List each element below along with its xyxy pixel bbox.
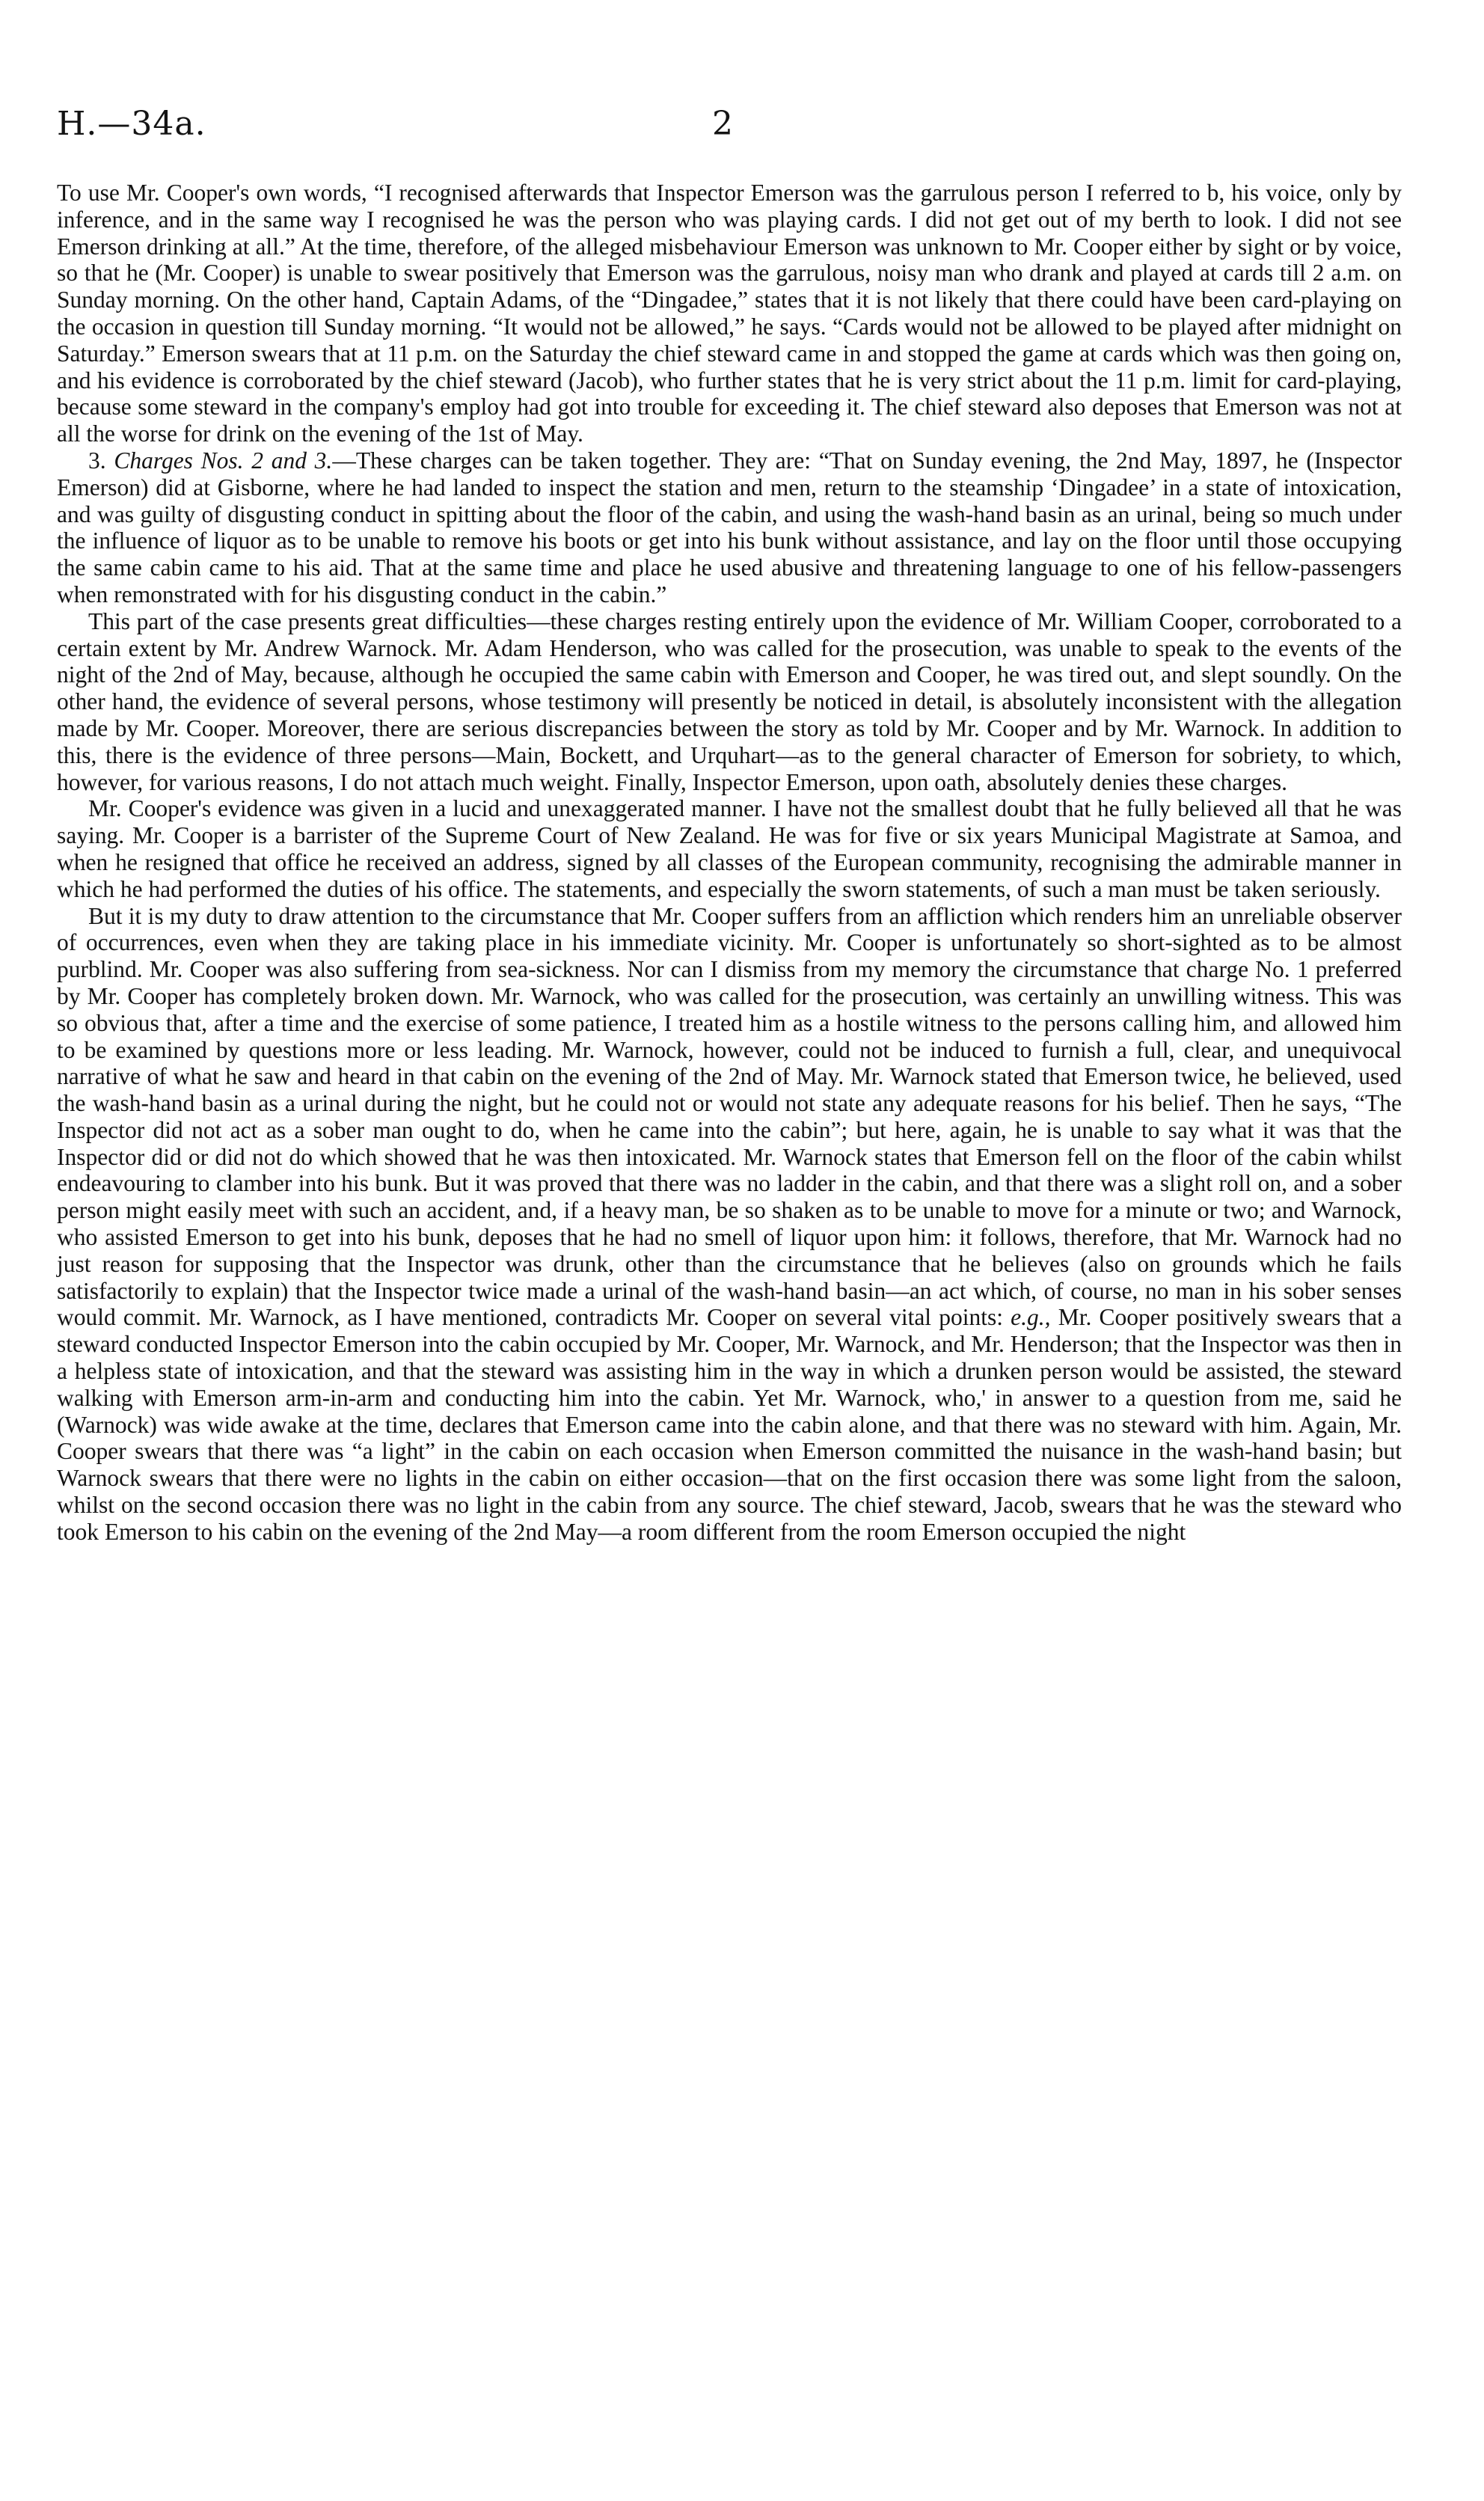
paragraph-5-italic: e.g.,: [1011, 1304, 1051, 1331]
paragraph-1: [57, 180, 1402, 447]
paragraph-4-text: Mr. Cooper's evidence was given in a lucid and unexaggerated manner. I have not the smallest doubt that he fully believed all that he was saying. Mr. Cooper is a barrister of the Supreme Court of New Zealand. He was for five or six years Municipal Magistrate at Samoa, and when he resigned that office he received an address, signed by all classes of the European community, recognising the admirable manner in which he had performed the duties of his office. The statements, and especially the sworn statements, of such a man must be taken seriously.: [57, 795, 1402, 902]
document-page: [57, 0, 1402, 2501]
paragraph-3: [57, 608, 1402, 796]
paragraph-1-text: To use Mr. Cooper's own words, “I recognised afterwards that Inspector Emerson was the garrulous person I referred to b, his voice, only by inference, and in the same way I recognised he was the person who was playing cards. I did not get out of my berth to look. I did not see Emerson drinking at all.” At the time, therefore, of the alleged misbehaviour Emerson was unknown to Mr. Cooper either by sight or by voice, so that he (Mr. Cooper) is unable to swear positively that Emerson was the garrulous, noisy man who drank and played at cards till 2 a.m. on Sunday morning. On the other hand, Captain Adams, of the “Dingadee,” states that it is not likely that there could have been card-playing on the occasion in question till Sunday morning. “It would not be allowed,” he says. “Cards would not be allowed to be played after midnight on Saturday.” Emerson swears that at 11 p.m. on the Saturday the chief steward came in and stopped the game at cards which was then going on, and his evidence is corroborated by the chief steward (Jacob), who further states that he is very strict about the 11 p.m. limit for card-playing, because some steward in the company's employ had got into trouble for exceeding it. The chief steward also deposes that Emerson was not at all the worse for drink on the evening of the 1st of May.: [57, 180, 1402, 447]
paragraph-2-text: —These charges can be taken together. They are: “That on Sunday evening, the 2nd May, 1897, he (Inspector Emerson) did at Gisborne, where he had landed to inspect the station and men, return to the steamship ‘Dingadee’ in a state of intoxication, and was guilty of disgusting conduct in spitting about the floor of the cabin, and using the wash-hand basin as an urinal, being so much under the influence of liquor as to be unable to remove his boots or get into his bunk without assistance, and lay on the floor until those occupying the same cabin came to his aid. That at the same time and place he used abusive and threatening language to one of his fellow-passengers when remonstrated with for his disgusting conduct in the cabin.”: [57, 447, 1402, 607]
paragraph-2-heading: Charges Nos. 2 and 3.: [114, 447, 333, 474]
page-number: 2: [712, 105, 733, 143]
paragraph-2-number: 3.: [88, 447, 106, 474]
page-header: [57, 105, 1402, 150]
paragraph-4: [57, 795, 1402, 902]
document-reference: H.—34a.: [57, 105, 206, 143]
paragraph-2: [57, 447, 1402, 608]
body-text: [57, 180, 1402, 1546]
paragraph-5-text-continued: Mr. Cooper positively swears that a steward conducted Inspector Emerson into the cabin occupied by Mr. Cooper, Mr. Warnock, and Mr. Henderson; that the Inspector was then in a helpless state of intoxication, and that the steward was assisting him in the way in which a drunken person would be assisted, the steward walking with Emerson arm-in-arm and conducting him into the cabin. Yet Mr. Warnock, who,' in answer to a question from me, said he (Warnock) was wide awake at the time, declares that Emerson came into the cabin alone, and that there was no steward with him. Again, Mr. Cooper swears that there was “a light” in the cabin on each occasion when Emerson committed the nuisance in the wash-hand basin; but Warnock swears that there were no lights in the cabin on either occasion—that on the first occasion there was some light from the saloon, whilst on the second occasion there was no light in the cabin from any source. The chief steward, Jacob, swears that he was the steward who took Emerson to his cabin on the evening of the 2nd May—a room different from the room Emerson occupied the night: [57, 1304, 1402, 1545]
paragraph-5: [57, 903, 1402, 1546]
paragraph-3-text: This part of the case presents great difficulties—these charges resting entirely upon the evidence of Mr. William Cooper, corroborated to a certain extent by Mr. Andrew Warnock. Mr. Adam Henderson, who was called for the prosecution, was unable to speak to the events of the night of the 2nd of May, because, although he occupied the same cabin with Emerson and Cooper, he was tired out, and slept soundly. On the other hand, the evidence of several persons, whose testimony will presently be noticed in detail, is absolutely inconsistent with the allegation made by Mr. Cooper. Moreover, there are serious discrepancies between the story as told by Mr. Cooper and by Mr. Warnock. In addition to this, there is the evidence of three persons—Main, Bockett, and Urquhart—as to the general character of Emerson for sobriety, to which, however, for various reasons, I do not attach much weight. Finally, Inspector Emerson, upon oath, absolutely denies these charges.: [57, 607, 1402, 795]
paragraph-5-text: But it is my duty to draw attention to the circumstance that Mr. Cooper suffers from an affliction which renders him an unreliable observer of occurrences, even when they are taking place in his immediate vicinity. Mr. Cooper is unfortunately so short-sighted as to be almost purblind. Mr. Cooper was also suffering from sea-sickness. Nor can I dismiss from my memory the circumstance that charge No. 1 preferred by Mr. Cooper has completely broken down. Mr. Warnock, who was called for the prosecution, was certainly an unwilling witness. This was so obvious that, after a time and the exercise of some patience, I treated him as a hostile witness to the persons calling him, and allowed him to be examined by questions more or less leading. Mr. Warnock, however, could not be induced to furnish a full, clear, and unequivocal narrative of what he saw and heard in that cabin on the evening of the 2nd of May. Mr. Warnock stated that Emerson twice, he believed, used the wash-hand basin as a urinal during the night, but he could not or would not state any adequate reasons for his belief. Then he says, “The Inspector did not act as a sober man ought to do, when he came into the cabin”; but here, again, he is unable to say what it was that the Inspector did or did not do which showed that he was then intoxicated. Mr. Warnock states that Emerson fell on the floor of the cabin whilst endeavouring to clamber into his bunk. But it was proved that there was no ladder in the cabin, and that there was a slight roll on, and a sober person might easily meet with such an accident, and, if a heavy man, be so shaken as to be unable to move for a minute or two; and Warnock, who assisted Emerson to get into his bunk, deposes that he had no smell of liquor upon him: it follows, therefore, that Mr. Warnock had no just reason for supposing that the Inspector was drunk, other than the circumstance that he believes (also on grounds which he fails satisfactorily to explain) that the Inspector twice made a urinal of the wash-hand basin—an act which, of course, no man in his sober senses would commit. Mr. Warnock, as I have mentioned, contradicts Mr. Cooper on several vital points:: [57, 902, 1402, 1331]
